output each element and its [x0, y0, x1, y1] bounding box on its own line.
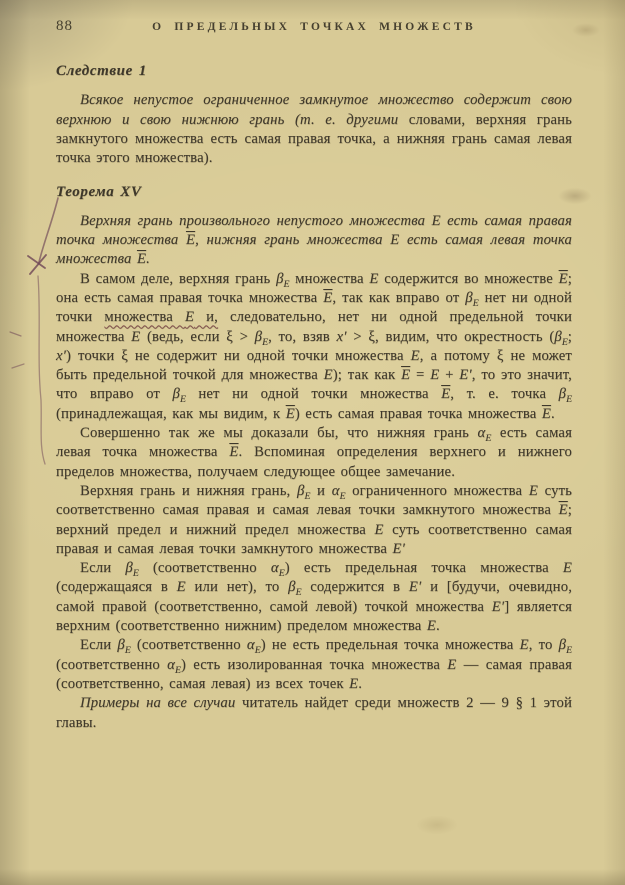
isolated-point-case-paragraph: Если $\beta_E$ (соответственно $\alpha_E$) не есть предельная точка множества E, то $\beta_E$ (соответственно $\alpha_E$) есть изолированная точка множества E — самая правая (соответственно, самая левая) из всех точек E. — [56, 637, 572, 692]
page-body-text — [56, 62, 572, 733]
running-header: О ПРЕДЕЛЬНЫХ ТОЧКАХ МНОЖЕСТВ — [152, 21, 476, 33]
examples-paragraph: Примеры на все случаи читатель найдет среди множеств 2 — 9 § 1 этой главы. — [56, 695, 572, 731]
limit-point-case-paragraph: Если $\beta_E$ (соответственно $\alpha_E$) есть предельная точка множества E (содержащаяся в E или нет), то $\beta_E$ содержится в E′ и [будучи, очевидно, самой правой (соответственно, самой левой) точкой множества E′] является верхним (соответственно нижним) пределом множества E. — [56, 560, 573, 635]
theorem-xv-statement: Верхняя грань произвольного непустого множества E есть самая правая точка множества $\overline{E}$, нижняя грань множества E есть самая левая точка множества $\overline{E}$. — [56, 212, 572, 268]
corollary-1-heading: Следствие 1 — [56, 63, 147, 79]
proof-paragraph: В самом деле, верхняя грань $\beta_E$ множества E содержится во множестве $\overline{E}$; она есть самая правая точка множества $\overline{E}$, так как вправо от $\beta_E$ нет ни одной точки множества E и, следовательно, нет ни одной предельной точки множества E (ведь, если $\xi > \beta_E$, то, взяв x′ > ξ, видим, что окрестность ($\beta_E$; x′) точки ξ не содержит ни одной точки множества E, а потому ξ не может быть предельной точкой для множества E); так как $\overline{E} = E + E'$, то это значит, что вправо от $\beta_E$ нет ни одной точки множества $\overline{E}$, т. е. точка $\beta_E$ (принадлежащая, как мы видим, к $\overline{E}$) есть самая правая точка множества $\overline{E}$. — [56, 270, 573, 422]
page-number: 88 — [56, 18, 73, 34]
corollary-1-text: Всякое непустое ограниченное замкнутое множество содержит свою верхнюю и свою нижнюю грань (т. е. другими словами, верхняя грань замкнутого множества есть самая правая точка, а нижняя грань самая левая точка этого множества). — [56, 92, 572, 167]
page-header — [56, 18, 572, 38]
page-content — [56, 18, 572, 733]
lower-bound-paragraph: Совершенно так же мы доказали бы, что нижняя грань $\alpha_E$ есть самая левая точка множества $\overline{E}$. Вспоминая определения верхнего и нижнего пределов множества, получаем следующее общее замечание. — [56, 425, 572, 480]
general-remark-paragraph: Верхняя грань и нижняя грань, $\beta_E$ и $\alpha_E$ ограниченного множества E суть соответственно самая правая и самая левая точки замкнутого множества $\overline{E}$; верхний предел и нижний предел множества E суть соответственно самая правая и самая левая точки замкнутого множества E′ — [56, 482, 572, 557]
theorem-xv-heading: Теорема XV — [56, 184, 142, 201]
